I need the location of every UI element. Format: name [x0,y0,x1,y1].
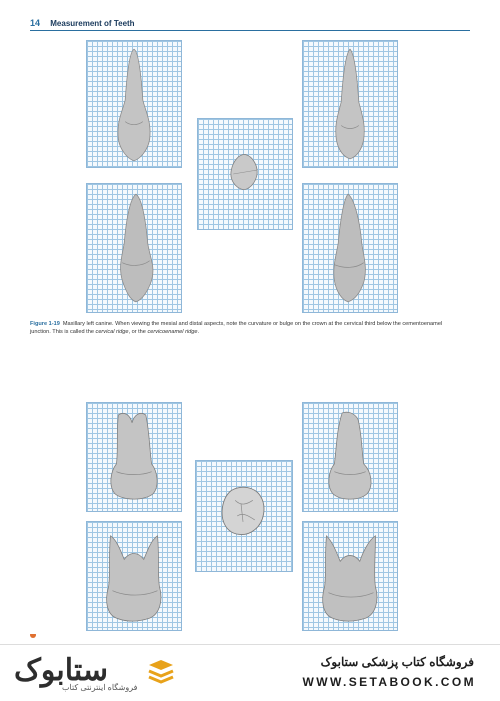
caption-connector: , or the [128,329,148,335]
figure-caption-cut-off [30,634,460,638]
molar-grid-top-left [86,402,182,512]
canine-tooth-image [303,184,397,312]
chapter-title: Measurement of Teeth [50,19,135,28]
caption-term: cervicoenamel ridge [147,329,198,335]
canine-grid-bottom-left [86,183,182,313]
molar-grid-top-right [302,402,398,512]
book-stack-icon [146,657,176,687]
molar-grid-bottom-right [302,521,398,631]
molar-occlusal-view [196,461,292,571]
logo-subtitle: فروشگاه اینترنتی کتاب [62,683,138,692]
figure-caption [30,320,460,336]
canine-grid-top-left [86,40,182,168]
molar-tooth-image [303,403,397,511]
caption-text: Maxillary left canine. When viewing the mesial and distal aspects, note the curvature or bulge on the crown at the cervical third below the cementoenamel junction. This is called the [30,321,443,335]
canine-tooth-image [87,184,181,312]
caption-term: cervical ridge [95,329,129,335]
canine-grid-bottom-right [302,183,398,313]
molar-grid-bottom-left [86,521,182,631]
canine-grid-top-right [302,40,398,168]
page-number: 14 [30,18,41,28]
header-rule [30,30,470,31]
bullet-icon [30,634,36,638]
molar-tooth-image [303,522,397,630]
canine-incisal-view [198,119,292,229]
logo-text: ستابوک [14,654,109,687]
store-logo[interactable] [14,653,154,693]
canine-tooth-image [87,41,181,167]
store-banner[interactable] [0,644,500,701]
figure-label: Figure 1-19 [30,321,60,327]
store-name: فروشگاه کتاب پزشکی ستابوک [320,655,474,669]
molar-grid-center [195,460,293,572]
running-header [30,18,135,28]
store-url-link[interactable]: WWW.SETABOOK.COM [302,675,476,689]
canine-tooth-image [303,41,397,167]
molar-tooth-image [87,522,181,630]
molar-tooth-image [87,403,181,511]
caption-end: . [197,329,200,335]
canine-grid-center [197,118,293,230]
